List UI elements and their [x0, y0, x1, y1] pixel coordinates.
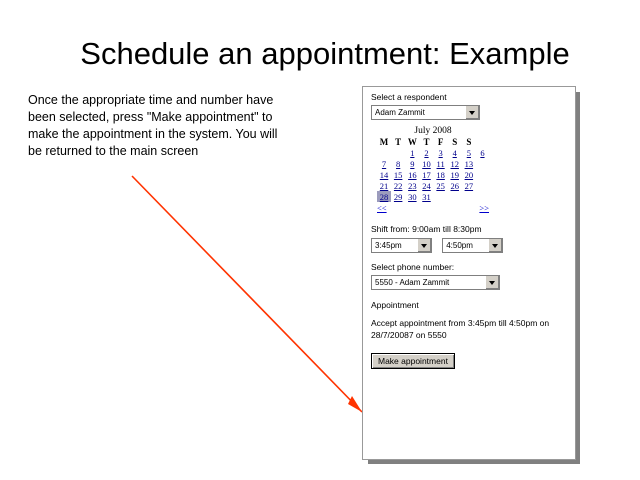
time-to-value: 4:50pm	[446, 241, 473, 250]
calendar-week-row	[377, 180, 489, 191]
shift-hours-text: Shift from: 9:00am till 8:30pm	[371, 224, 482, 234]
calendar-weekday-row	[377, 137, 489, 147]
chevron-down-icon	[488, 239, 502, 252]
calendar-week-row	[377, 191, 489, 202]
calendar-day[interactable]: 27	[464, 180, 474, 191]
annotation-text: Once the appropriate time and number have been selected, press "Make appointment" to make the appointment in the system. You will be returned to the main screen	[28, 93, 278, 158]
calendar-day[interactable]: 22	[393, 180, 403, 191]
calendar-weekday: T	[395, 137, 402, 147]
time-to-select[interactable]	[442, 238, 503, 253]
chevron-down-icon	[485, 276, 499, 289]
calendar-day-empty	[377, 147, 391, 158]
calendar-week-row	[377, 169, 489, 180]
calendar-day[interactable]: 26	[450, 180, 459, 191]
calendar-day[interactable]: 4	[452, 147, 457, 158]
calendar-weekday: W	[407, 137, 417, 147]
calendar-day[interactable]: 20	[464, 169, 474, 180]
calendar-day[interactable]: 11	[436, 158, 445, 169]
make-appointment-button[interactable]: Make appointment	[371, 353, 455, 369]
calendar-month-label: July 2008	[414, 126, 452, 136]
calendar-day-selected[interactable]: 28	[377, 191, 391, 202]
respondent-select[interactable]	[371, 105, 480, 120]
calendar-day[interactable]: 18	[436, 169, 445, 180]
time-range-row	[371, 238, 567, 253]
calendar-day[interactable]: 14	[379, 169, 389, 180]
respondent-select-value: Adam Zammit	[375, 108, 425, 117]
calendar-day[interactable]: 24	[422, 180, 431, 191]
calendar-day-empty	[462, 191, 476, 202]
calendar-day[interactable]: 30	[408, 191, 417, 202]
calendar-day[interactable]: 12	[450, 158, 459, 169]
phone-select-value: 5550 - Adam Zammit	[375, 278, 450, 287]
phone-select[interactable]	[371, 275, 500, 290]
calendar-grid	[377, 137, 489, 202]
respondent-label: Select a respondent	[371, 92, 447, 102]
calendar-day[interactable]: 23	[408, 180, 417, 191]
calendar-day[interactable]: 9	[410, 158, 415, 169]
calendar-day[interactable]: 1	[410, 147, 415, 158]
calendar-day[interactable]: 19	[450, 169, 459, 180]
calendar-day[interactable]: 2	[424, 147, 429, 158]
calendar-day[interactable]: 17	[422, 169, 431, 180]
calendar-weekday: M	[379, 137, 389, 147]
calendar-week-row	[377, 158, 489, 169]
calendar-day-empty	[434, 191, 448, 202]
application-screenshot	[362, 86, 576, 460]
calendar-day[interactable]: 16	[408, 169, 417, 180]
calendar-weekday: T	[423, 137, 430, 147]
appointment-summary: Accept appointment from 3:45pm till 4:50pm on 28/7/20087 on 5550	[371, 318, 550, 340]
calendar-weekday: F	[437, 137, 444, 147]
calendar-day[interactable]: 21	[379, 180, 389, 191]
calendar-day[interactable]: 5	[466, 147, 471, 158]
calendar-day[interactable]: 29	[393, 191, 403, 202]
time-from-value: 3:45pm	[375, 241, 402, 250]
calendar-day[interactable]: 8	[396, 158, 401, 169]
phone-label: Select phone number:	[371, 262, 455, 272]
calendar-day[interactable]: 31	[422, 191, 431, 202]
calendar-week-row	[377, 147, 489, 158]
page-title: Schedule an appointment: Example	[80, 36, 570, 71]
calendar-day[interactable]: 6	[480, 147, 485, 158]
calendar-day[interactable]: 15	[393, 169, 403, 180]
calendar-day[interactable]: 13	[464, 158, 474, 169]
chevron-down-icon	[417, 239, 431, 252]
appointment-heading: Appointment	[371, 300, 419, 310]
calendar-day[interactable]: 25	[436, 180, 445, 191]
time-from-select[interactable]	[371, 238, 432, 253]
chevron-down-icon	[465, 106, 479, 119]
calendar-prev-month-link[interactable]: <<	[377, 203, 387, 213]
calendar-next-month-link[interactable]: >>	[479, 203, 489, 213]
calendar-day[interactable]: 10	[422, 158, 431, 169]
calendar-day-empty	[391, 147, 405, 158]
calendar-weekday: S	[466, 137, 472, 147]
calendar	[377, 126, 489, 213]
calendar-navigation	[377, 203, 489, 213]
calendar-day[interactable]: 7	[381, 158, 387, 169]
calendar-day[interactable]: 3	[438, 147, 443, 158]
calendar-day-empty	[448, 191, 462, 202]
calendar-weekday: S	[452, 137, 458, 147]
